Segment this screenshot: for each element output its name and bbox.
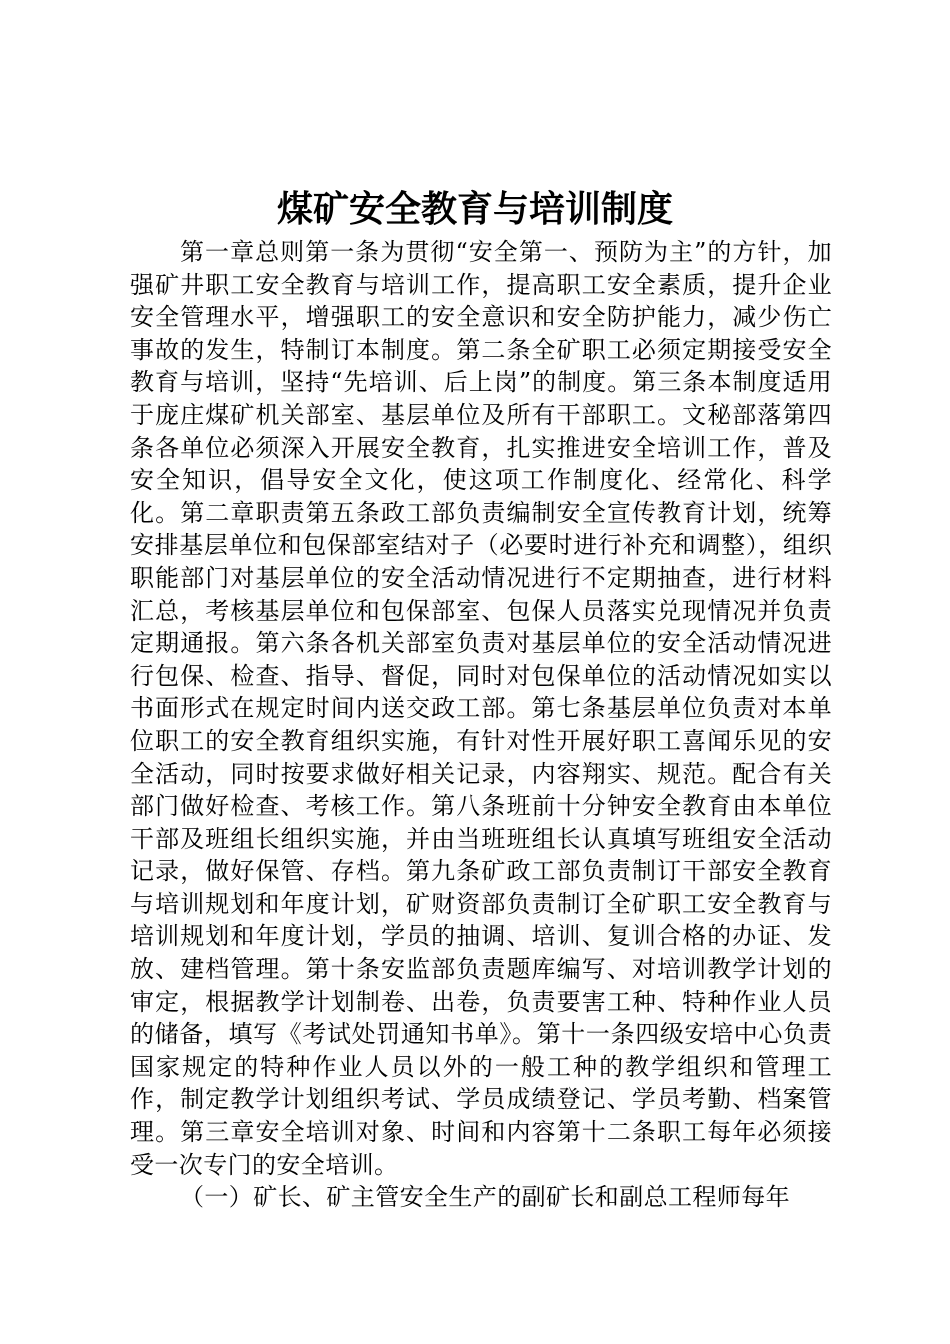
- document-body: [130, 236, 832, 1214]
- body-paragraph: （一）矿长、矿主管安全生产的副矿长和副总工程师每年: [180, 1183, 790, 1212]
- document-title: 煤矿安全教育与培训制度: [276, 188, 673, 230]
- body-paragraph: 第一章总则第一条为贯彻“安全第一、预防为主”的方针，加强矿井职工安全教育与培训工作，提高职工安全素质，提升企业安全管理水平，增强职工的安全意识和安全防护能力，减少伤亡事故的发生，特制订本制度。第二条全矿职工必须定期接受安全教育与培训，坚持“先培训、后上岗”的制度。第三条本制度适用于庞庄煤矿机关部室、基层单位及所有干部职工。文秘部落第四条各单位必须深入开展安全教育，扎实推进安全培训工作，普及安全知识，倡导安全文化，使这项工作制度化、经常化、科学化。第二章职责第五条政工部负责编制安全宣传教育计划，统筹安排基层单位和包保部室结对子（必要时进行补充和调整），组织职能部门对基层单位的安全活动情况进行不定期抽查，进行材料汇总，考核基层单位和包保部室、包保人员落实兑现情况并负责定期通报。第六条各机关部室负责对基层单位的安全活动情况进行包保、检查、指导、督促，同时对包保单位的活动情况如实以书面形式在规定时间内送交政工部。第七条基层单位负责对本单位职工的安全教育组织实施，有针对性开展好职工喜闻乐见的安全活动，同时按要求做好相关记录，内容翔实、规范。配合有关部门做好检查、考核工作。第八条班前十分钟安全教育由本单位干部及班组长组织实施，并由当班班组长认真填写班组安全活动记录，做好保管、存档。第九条矿政工部负责制订干部安全教育与培训规划和年度计划，矿财资部负责制订全矿职工安全教育与培训规划和年度计划，学员的抽调、培训、复训合格的办证、发放、建档管理。第十条安监部负责题库编写、对培训教学计划的审定，根据教学计划制卷、出卷，负责要害工种、特种作业人员的储备，填写《考试处罚通知书单》。第十一条四级安培中心负责国家规定的特种作业人员以外的一般工种的教学组织和管理工作，制定教学计划组织考试、学员成绩登记、学员考勤、档案管理。第三章安全培训对象、时间和内容第十二条职工每年必须接受一次专门的安全培训。: [130, 238, 832, 1179]
